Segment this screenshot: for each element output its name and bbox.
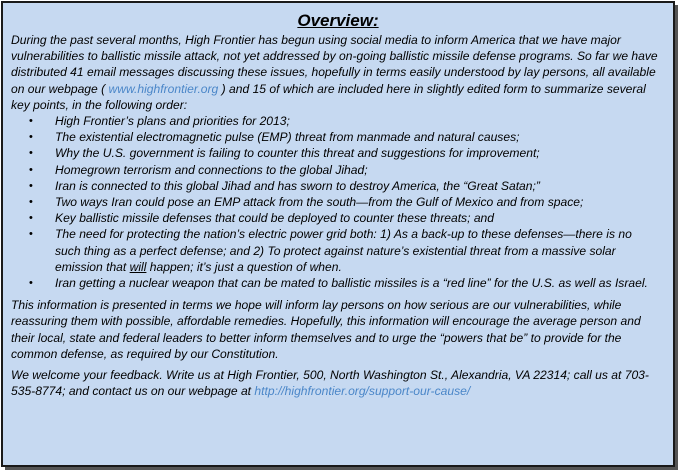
bullet-icon: • [29, 163, 33, 176]
list-item-text: The need for protecting the nation’s electric power grid both: 1) As a back-up to these defenses—there is no such thing as a perfect defense; and 2) To protect against nature’s existential threat from a massive solar emission that [55, 227, 632, 274]
support-link[interactable]: http://highfrontier.org/support-our-cause/ [254, 384, 471, 399]
list-item-text: Why the U.S. government is failing to counter this threat and suggestions for improvement; [55, 146, 540, 161]
list-item [3, 194, 673, 210]
bullet-icon: • [29, 179, 33, 192]
overview-title: Overview: [297, 11, 379, 30]
list-item-text: Iran getting a nuclear weapon that can be mated to ballistic missiles is a “red line” for the U.S. as well as Israel. [55, 276, 648, 291]
list-item [3, 210, 673, 226]
list-item-text: High Frontier’s plans and priorities for 2013; [55, 114, 290, 129]
list-item-text: The existential electromagnetic pulse (EMP) threat from manmade and natural causes; [55, 130, 520, 145]
bullet-icon: • [29, 131, 33, 144]
list-item-text: Iran is connected to this global Jihad and has sworn to destroy America, the “Great Satan;” [55, 178, 540, 193]
list-item [3, 226, 673, 275]
bullet-icon: • [29, 196, 33, 209]
list-item-text: Homegrown terrorism and connections to the global Jihad; [55, 162, 368, 177]
list-item [3, 275, 673, 291]
closing-paragraph: This information is presented in terms we hope will inform lay persons on how serious are our vulnerabilities, while reassuring them with possible, affordable remedies. Hopefully, this information will encourage the average person and their local, state and federal leaders to better inform themselves and to urge the “powers that be” to provide for the common defense, as required by our Constitution. [11, 298, 641, 361]
feedback-paragraph [11, 367, 667, 399]
topics-list [3, 113, 673, 291]
feedback-text: We welcome your feedback. Write us at High Frontier, 500, North Washington St., Alexandria, VA 22314; call us at 703-535-8774; and contact us on our webpage at [11, 368, 649, 399]
emphasis-word: will [129, 259, 147, 274]
list-item [3, 129, 673, 145]
bullet-icon: • [29, 147, 33, 160]
intro-paragraph [11, 32, 667, 113]
bullet-icon: • [29, 212, 33, 225]
homepage-link[interactable]: www.highfrontier.org [108, 81, 219, 96]
bullet-icon: • [29, 277, 33, 290]
list-item-text-end: happen; it’s just a question of when. [146, 259, 342, 274]
bullet-icon: • [29, 228, 33, 241]
bullet-icon: • [29, 115, 33, 128]
intro-text: During the past several months, High Frontier has begun using social media to inform America that we have major vulnerabilities to ballistic missile attack, not yet addressed by on-going ballistic missile defense programs. So far we have distributed 41 email messages discussing these issues, hopefully in terms easily understood by lay persons, all available on our webpage ( [11, 33, 658, 96]
overview-box [1, 1, 675, 467]
list-item-text: Key ballistic missile defenses that could be deployed to counter these threats; and [55, 211, 494, 226]
list-item [3, 178, 673, 194]
intro-text-end: ) and 15 of which are included here in slightly edited form to summarize several key points, in the following order: [11, 81, 646, 112]
list-item [3, 145, 673, 161]
list-item-text: Two ways Iran could pose an EMP attack from the south—from the Gulf of Mexico and from space; [55, 195, 584, 210]
list-item [3, 113, 673, 129]
list-item [3, 162, 673, 178]
